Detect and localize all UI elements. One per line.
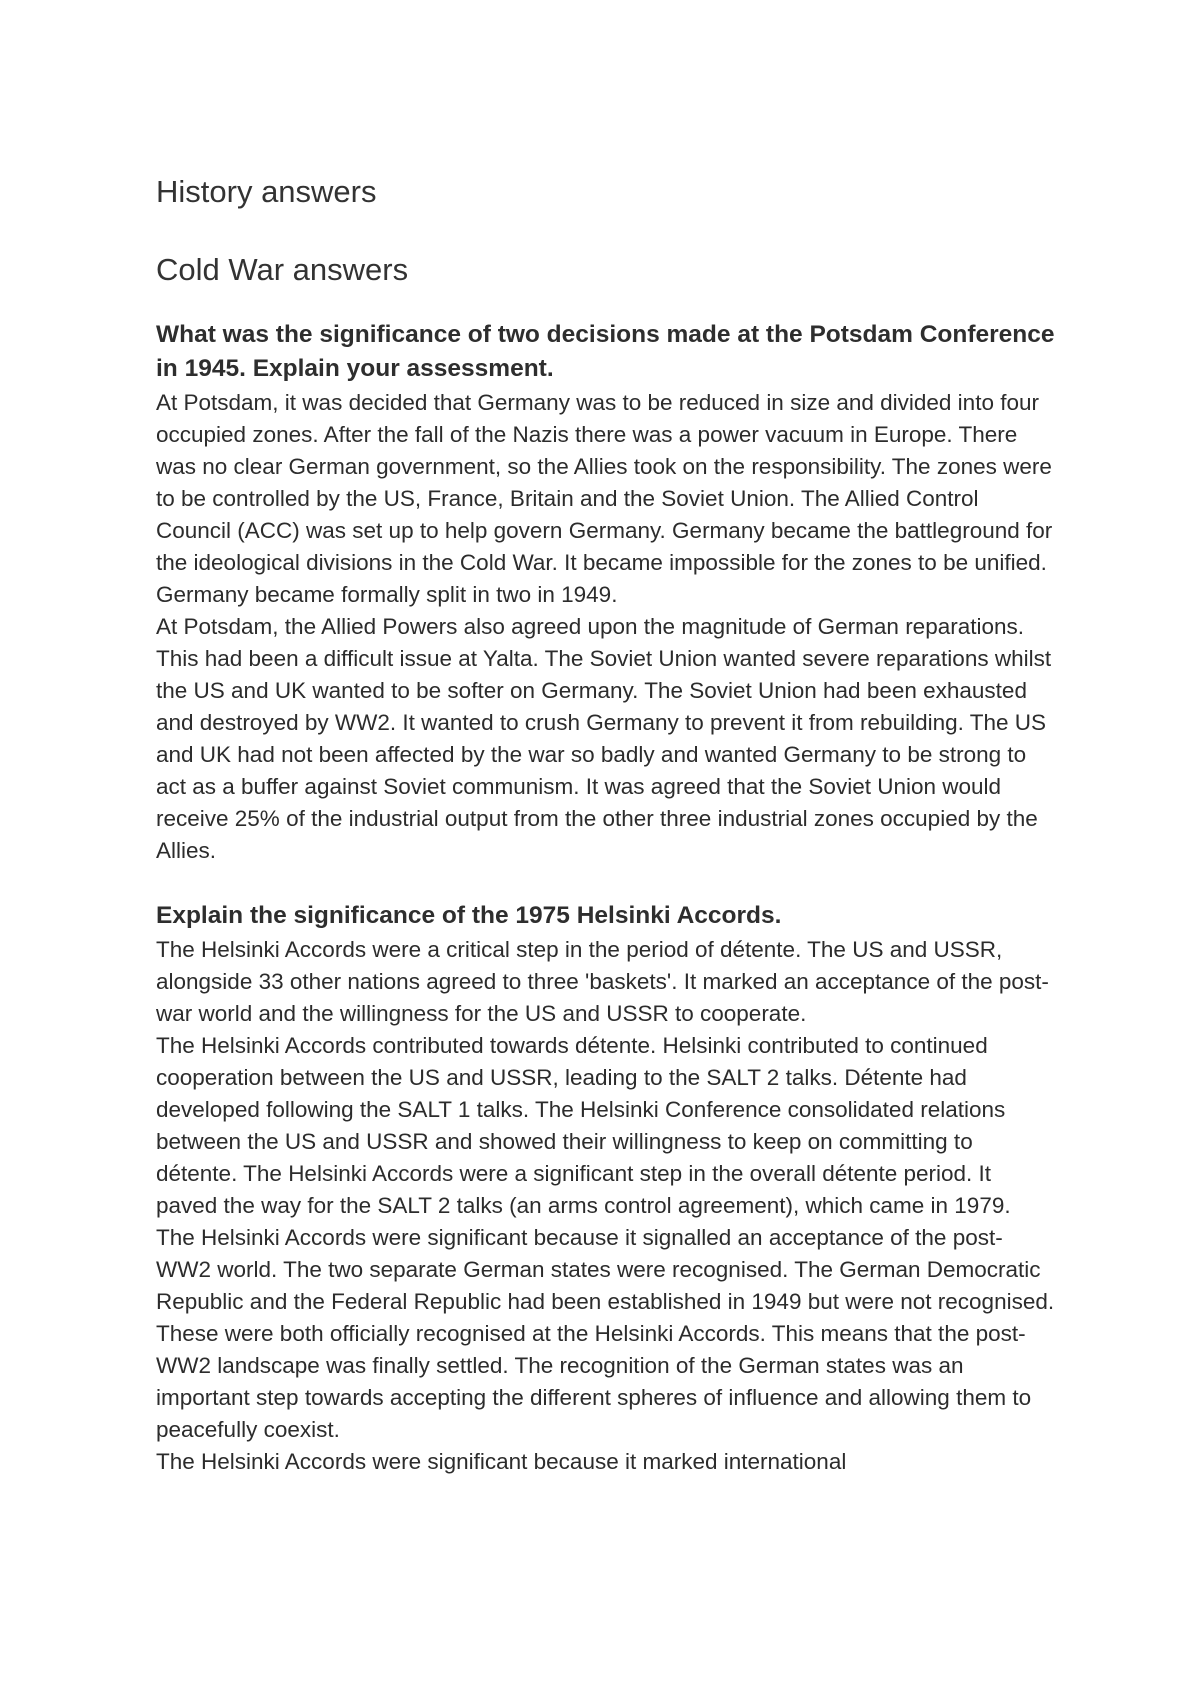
section-paragraph: At Potsdam, it was decided that Germany was to be reduced in size and divided into four occupied zones. After the fall of the Nazis there was a power vacuum in Europe. There was no clear German government, so the Allies took on the responsibility. The zones were to be controlled by the US, France, Britain and the Soviet Union. The Allied Control Council (ACC) was set up to help govern Germany. Germany became the battleground for the ideological divisions in the Cold War. It became impossible for the zones to be unified. Germany became formally split in two in 1949. (156, 390, 1053, 607)
section-helsinki (156, 899, 1056, 1478)
document-page (156, 172, 1056, 1478)
section-question: What was the significance of two decisions made at the Potsdam Conference in 1945. Explain your assessment. (156, 321, 1055, 382)
section-paragraph: The Helsinki Accords were a critical step in the period of détente. The US and USSR, alongside 33 other nations agreed to three 'baskets'. It marked an acceptance of the post-war world and the willingness for the US and USSR to cooperate. (156, 937, 1049, 1026)
section-paragraph: The Helsinki Accords contributed towards détente. Helsinki contributed to continued cooperation between the US and USSR, leading to the SALT 2 talks. Détente had developed following the SALT 1 talks. The Helsinki Conference consolidated relations between the US and USSR and showed their willingness to keep on committing to détente. The Helsinki Accords were a significant step in the overall détente period. It paved the way for the SALT 2 talks (an arms control agreement), which came in 1979. (156, 1033, 1011, 1218)
document-title: History answers (156, 174, 377, 209)
section-paragraph: At Potsdam, the Allied Powers also agreed upon the magnitude of German reparations. This had been a difficult issue at Yalta. The Soviet Union wanted severe reparations whilst the US and UK wanted to be softer on Germany. The Soviet Union had been exhausted and destroyed by WW2. It wanted to crush Germany to prevent it from rebuilding. The US and UK had not been affected by the war so badly and wanted Germany to be strong to act as a buffer against Soviet communism. It was agreed that the Soviet Union would receive 25% of the industrial output from the other three industrial zones occupied by the Allies. (156, 614, 1052, 863)
section-potsdam (156, 318, 1056, 867)
document-subtitle: Cold War answers (156, 252, 409, 287)
section-paragraph: The Helsinki Accords were significant because it signalled an acceptance of the post-WW2 world. The two separate German states were recognised. The German Democratic Republic and the Federal Republic had been established in 1949 but were not recognised. These were both officially recognised at the Helsinki Accords. This means that the post-WW2 landscape was finally settled. The recognition of the German states was an important step towards accepting the different spheres of influence and allowing them to peacefully coexist. (156, 1225, 1055, 1442)
section-question: Explain the significance of the 1975 Helsinki Accords. (156, 902, 782, 929)
section-paragraph: The Helsinki Accords were significant because it marked international (156, 1449, 847, 1474)
